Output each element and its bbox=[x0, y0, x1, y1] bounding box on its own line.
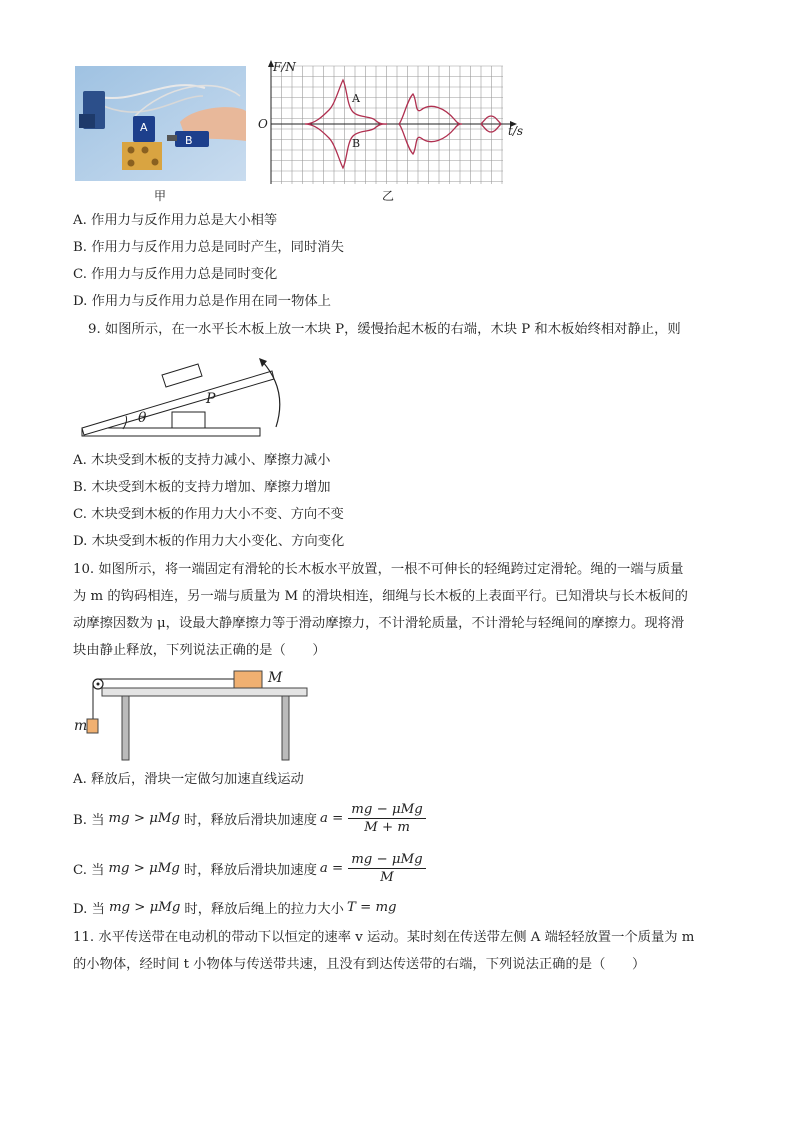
graph-grid bbox=[271, 66, 503, 184]
option-c-condition: mg > μMg bbox=[108, 860, 180, 876]
curve-b-pulse-2 bbox=[399, 124, 462, 154]
origin-label: O bbox=[258, 117, 268, 131]
q10-stem-line-3: 动摩擦因数为 μ，设最大静摩擦力等于滑动摩擦力，不计滑轮质量，不计滑轮与轻绳间的摩擦力。现将滑 bbox=[73, 616, 685, 631]
figure-photo bbox=[75, 66, 246, 181]
force-graph bbox=[255, 58, 535, 188]
pulley-table-figure bbox=[72, 668, 312, 763]
q9-option-b: B. 木块受到木板的支持力增加、摩擦力增加 bbox=[73, 480, 331, 495]
option-c-fraction bbox=[348, 852, 425, 885]
table-leg-right bbox=[282, 696, 289, 760]
q8-option-c: C. 作用力与反作用力总是同时变化 bbox=[73, 267, 278, 282]
force-time-graph bbox=[255, 58, 535, 188]
option-d-condition: mg > μMg bbox=[108, 899, 181, 915]
q10-option-c bbox=[73, 846, 428, 890]
q10-option-b bbox=[73, 796, 428, 840]
graph-caption: 乙 bbox=[382, 189, 395, 203]
option-d-mid: 时，释放后绳上的拉力大小 bbox=[184, 901, 344, 917]
q10-stem-line-1: 10. 如图所示，将一端固定有滑轮的长木板水平放置，一根不可伸长的轻绳跨过定滑轮。绳的一端与质量 bbox=[73, 562, 684, 577]
photo-caption: 甲 bbox=[154, 189, 167, 203]
block-p bbox=[172, 412, 205, 428]
curve-label-a: A bbox=[352, 92, 360, 105]
q9-option-c: C. 木块受到木板的作用力大小不变、方向不变 bbox=[73, 507, 344, 522]
curve-b-pulse-3 bbox=[481, 124, 501, 132]
option-c-mid: 时，释放后滑块加速度 bbox=[183, 862, 317, 878]
hook-weight-m bbox=[87, 719, 98, 733]
curve-a-pulse-1 bbox=[305, 80, 387, 124]
angle-theta-label: θ bbox=[138, 410, 147, 426]
q9-stem: 9. 如图所示，在一水平长木板上放一木块 P，缓慢抬起木板的右端，木块 P 和木板始终相对静止，则 bbox=[88, 322, 681, 337]
q11-stem-line-1: 11. 水平传送带在电动机的带动下以恒定的速率 v 运动。某时刻在传送带左侧 A 端轻轻放置一个质量为 m bbox=[73, 930, 695, 945]
q9-option-d: D. 木块受到木板的作用力大小变化、方向变化 bbox=[73, 534, 345, 549]
block-on-incline bbox=[162, 364, 202, 387]
q8-option-b: B. 作用力与反作用力总是同时产生，同时消失 bbox=[73, 240, 344, 255]
q9-option-a: A. 木块受到木板的支持力减小、摩擦力减小 bbox=[73, 453, 331, 468]
label-m: m bbox=[74, 718, 88, 734]
option-b-condition: mg > μMg bbox=[108, 810, 181, 826]
incline-figure bbox=[78, 355, 293, 440]
block-p-label: P bbox=[206, 391, 216, 407]
table-leg-left bbox=[122, 696, 129, 760]
curve-a-pulse-2 bbox=[399, 94, 462, 124]
option-b-accel-symbol: a = bbox=[319, 810, 344, 826]
base-board bbox=[82, 428, 260, 436]
tabletop bbox=[102, 688, 307, 696]
q8-option-a: A. 作用力与反作用力总是大小相等 bbox=[73, 213, 278, 228]
option-c-numerator: mg − μMg bbox=[348, 852, 425, 869]
option-b-fraction bbox=[348, 802, 425, 835]
q10-option-a: A. 释放后，滑块一定做匀加速直线运动 bbox=[73, 772, 304, 787]
option-b-denominator: M + m bbox=[364, 819, 410, 835]
curve-b-pulse-1 bbox=[305, 124, 387, 168]
option-d-prefix: D. 当 bbox=[73, 901, 105, 917]
x-axis-label: t/s bbox=[508, 124, 524, 138]
option-c-accel-symbol: a = bbox=[319, 860, 344, 876]
photo-label-a: A bbox=[140, 121, 148, 134]
option-b-prefix: B. 当 bbox=[73, 812, 105, 828]
q11-stem-line-2: 的小物体，经时间 t 小物体与传送带共速，且没有到达传送带的右端，下列说法正确的是（ ） bbox=[73, 957, 646, 972]
q10-stem-line-4: 块由静止释放，下列说法正确的是（ ） bbox=[73, 643, 326, 658]
curve-a-pulse-3 bbox=[481, 116, 501, 124]
photo-label-b: B bbox=[185, 134, 193, 147]
y-axis-label: F/N bbox=[273, 60, 296, 74]
option-d-tension: T = mg bbox=[346, 899, 397, 915]
q8-option-d: D. 作用力与反作用力总是作用在同一物体上 bbox=[73, 294, 331, 309]
q10-stem-line-2: 为 m 的钩码相连，另一端与质量为 M 的滑块相连，细绳与长木板的上表面平行。已知滑块与长木板间的 bbox=[73, 589, 688, 604]
curve-label-b: B bbox=[352, 137, 361, 150]
slider-block-M bbox=[234, 671, 262, 688]
label-M: M bbox=[268, 670, 283, 686]
option-b-mid: 时，释放后滑块加速度 bbox=[184, 812, 317, 828]
force-sensor-photo bbox=[75, 66, 246, 181]
option-c-prefix: C. 当 bbox=[73, 862, 105, 878]
option-b-numerator: mg − μMg bbox=[348, 802, 425, 819]
q10-option-d bbox=[73, 896, 397, 918]
option-c-denominator: M bbox=[380, 869, 394, 885]
